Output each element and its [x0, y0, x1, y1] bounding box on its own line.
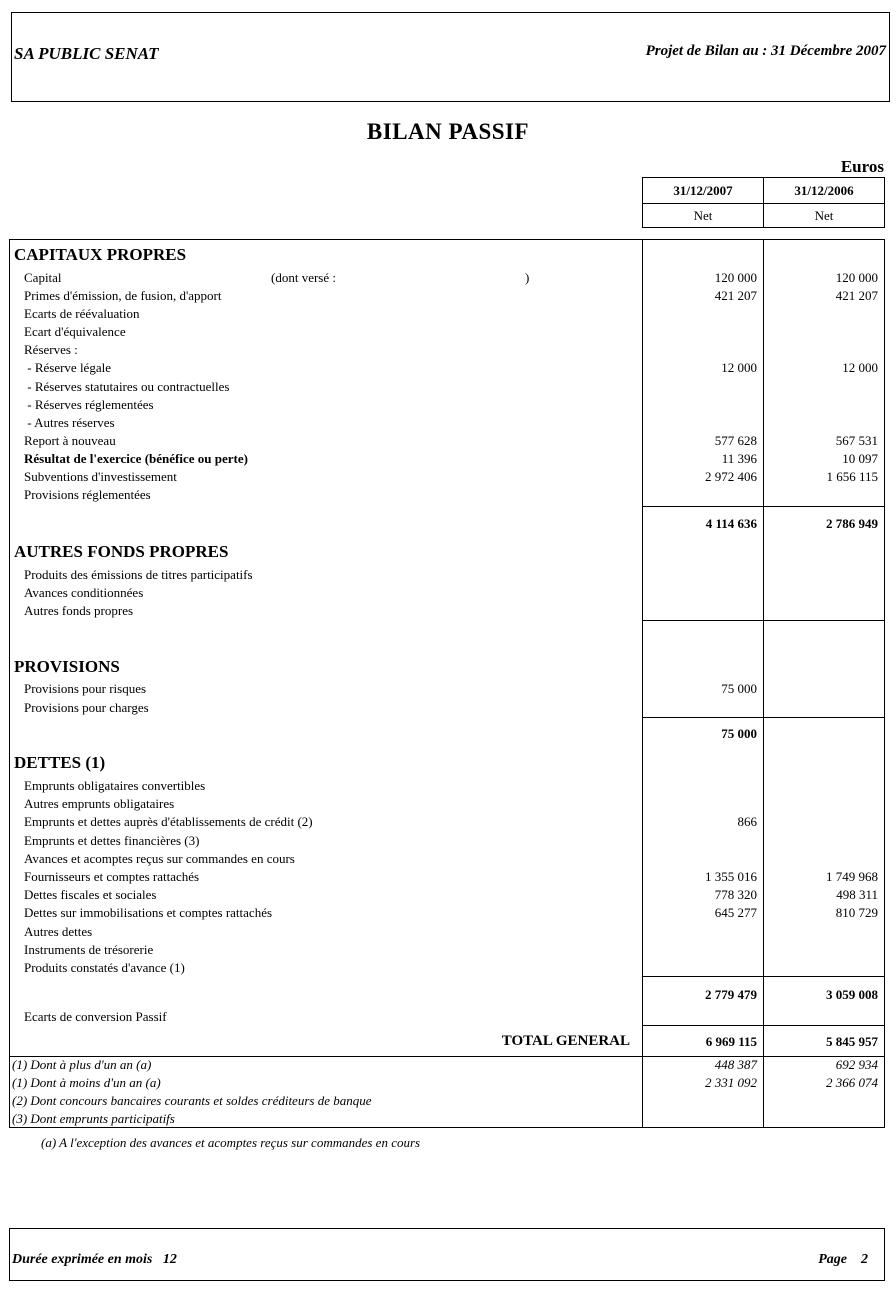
subtotal-line-ecarts	[642, 1025, 885, 1026]
row-label: - Réserves réglementées	[24, 396, 154, 412]
duration-label: Durée exprimée en mois 12	[12, 1252, 177, 1267]
value-2006: 2 366 074	[826, 1075, 878, 1090]
row-label: Fournisseurs et comptes rattachés	[24, 869, 200, 884]
row-label: Produits constatés d'avance (1)	[24, 960, 185, 975]
total-general-2006: 5 845 957	[826, 1034, 878, 1049]
value-2007: 2 972 406	[705, 469, 757, 484]
project-date: Projet de Bilan au : 31 Décembre 2007	[645, 43, 886, 59]
value-2007: 1 355 016	[705, 869, 757, 884]
row-label: Ecart d'équivalence	[24, 324, 126, 340]
total-general-2007: 6 969 115	[705, 1034, 757, 1049]
value-2007: 866	[737, 814, 757, 830]
value-2006: 10 097	[842, 450, 878, 466]
row-label: Emprunts obligataires convertibles	[24, 778, 206, 793]
row-label: (1) Dont à moins d'un an (a)	[12, 1075, 161, 1090]
row-label: - Réserve légale	[24, 360, 111, 376]
row-label: Autres emprunts obligataires	[24, 796, 175, 812]
subtotal-capitaux-2006: 2 786 949	[826, 516, 878, 531]
column-date-2006: 31/12/2006	[794, 183, 854, 198]
subtotal-dettes-2007: 2 779 479	[705, 987, 757, 1002]
subtotal-line-capitaux	[642, 506, 885, 507]
subtotal-line-autres	[642, 620, 885, 621]
row-label: Réserves :	[24, 342, 78, 358]
value-2006: 692 934	[835, 1057, 878, 1072]
row-label-ecarts-conversion: Ecarts de conversion Passif	[24, 1009, 167, 1024]
value-2007: 778 320	[714, 887, 757, 903]
row-label: (2) Dont concours bancaires courants et soldes créditeurs de banque	[12, 1093, 372, 1108]
value-2007: 11 396	[721, 450, 757, 466]
row-label: Avances conditionnées	[24, 585, 144, 600]
row-label: Subventions d'investissement	[24, 469, 177, 484]
subtotal-capitaux-2007: 4 114 636	[705, 516, 757, 531]
row-label: Avances et acomptes reçus sur commandes en cours	[24, 850, 295, 866]
currency-label: Euros	[840, 157, 884, 176]
row-label: Primes d'émission, de fusion, d'apport	[24, 288, 222, 303]
row-label: Report à nouveau	[24, 432, 116, 448]
value-2006: 1 749 968	[826, 869, 878, 884]
value-2006: 498 311	[836, 887, 878, 903]
row-label: Ecarts de réévaluation	[24, 306, 140, 322]
capital-paren-close: )	[525, 270, 530, 285]
value-2006: 1 656 115	[826, 469, 878, 484]
value-2006: 567 531	[835, 432, 878, 448]
row-label: Autres fonds propres	[24, 603, 134, 618]
row-label: Dettes sur immobilisations et comptes rattachés	[24, 905, 273, 921]
value-2007: 448 387	[714, 1057, 757, 1072]
section-capitaux-propres: CAPITAUX PROPRES	[14, 245, 187, 264]
row-label: (1) Dont à plus d'un an (a)	[12, 1057, 152, 1072]
row-label: - Autres réserves	[24, 414, 115, 430]
capital-dont-verse: (dont versé :	[271, 270, 336, 285]
total-general-label: TOTAL GENERAL	[501, 1033, 630, 1049]
section-provisions: PROVISIONS	[14, 657, 120, 676]
subtotal-line-dettes	[642, 976, 885, 977]
column-date-2007: 31/12/2007	[673, 183, 733, 198]
section-autres-fonds-propres: AUTRES FONDS PROPRES	[14, 542, 229, 561]
row-label: Provisions pour risques	[24, 681, 147, 696]
row-label: Provisions réglementées	[24, 487, 151, 503]
value-2007: 2 331 092	[705, 1075, 757, 1090]
value-2006: 120 000	[835, 270, 878, 285]
row-label: - Réserves statutaires ou contractuelles	[24, 378, 230, 394]
note-a: (a) A l'exception des avances et acomptes reçus sur commandes en cours	[41, 1135, 421, 1150]
value-2006: 810 729	[835, 905, 878, 921]
row-label: Produits des émissions de titres participatifs	[24, 567, 253, 582]
value-2007: 645 277	[714, 905, 757, 921]
value-2007: 12 000	[721, 360, 757, 376]
subtotal-dettes-2006: 3 059 008	[826, 987, 878, 1002]
subtotal-line-provisions	[642, 717, 885, 718]
page-title: BILAN PASSIF	[366, 119, 530, 144]
column-net-2007: Net	[693, 208, 713, 223]
row-label: Provisions pour charges	[24, 700, 149, 715]
value-2007: 577 628	[714, 432, 757, 448]
column-header-separator	[642, 203, 885, 204]
col-divider-2	[763, 239, 764, 1128]
subtotal-provisions-2007: 75 000	[721, 726, 757, 741]
section-dettes: DETTES (1)	[14, 753, 106, 772]
row-label: (3) Dont emprunts participatifs	[12, 1111, 175, 1126]
value-2006: 12 000	[842, 360, 878, 376]
column-net-2006: Net	[814, 208, 834, 223]
value-2006: 421 207	[835, 288, 878, 303]
row-label: Résultat de l'exercice (bénéfice ou perte)	[24, 450, 248, 466]
row-label: Emprunts et dettes auprès d'établissements de crédit (2)	[24, 814, 313, 830]
page-number: Page 2	[818, 1252, 868, 1267]
value-2007: 75 000	[721, 681, 757, 696]
row-label: Dettes fiscales et sociales	[24, 887, 157, 903]
col-divider-1	[642, 239, 643, 1128]
value-2007: 421 207	[714, 288, 757, 303]
row-label: Autres dettes	[24, 923, 93, 939]
row-label: Emprunts et dettes financières (3)	[24, 832, 200, 848]
value-2007: 120 000	[714, 270, 757, 285]
row-label: Instruments de trésorerie	[24, 941, 154, 957]
company-name: SA PUBLIC SENAT	[14, 44, 159, 63]
row-label-capital: Capital	[24, 270, 62, 285]
